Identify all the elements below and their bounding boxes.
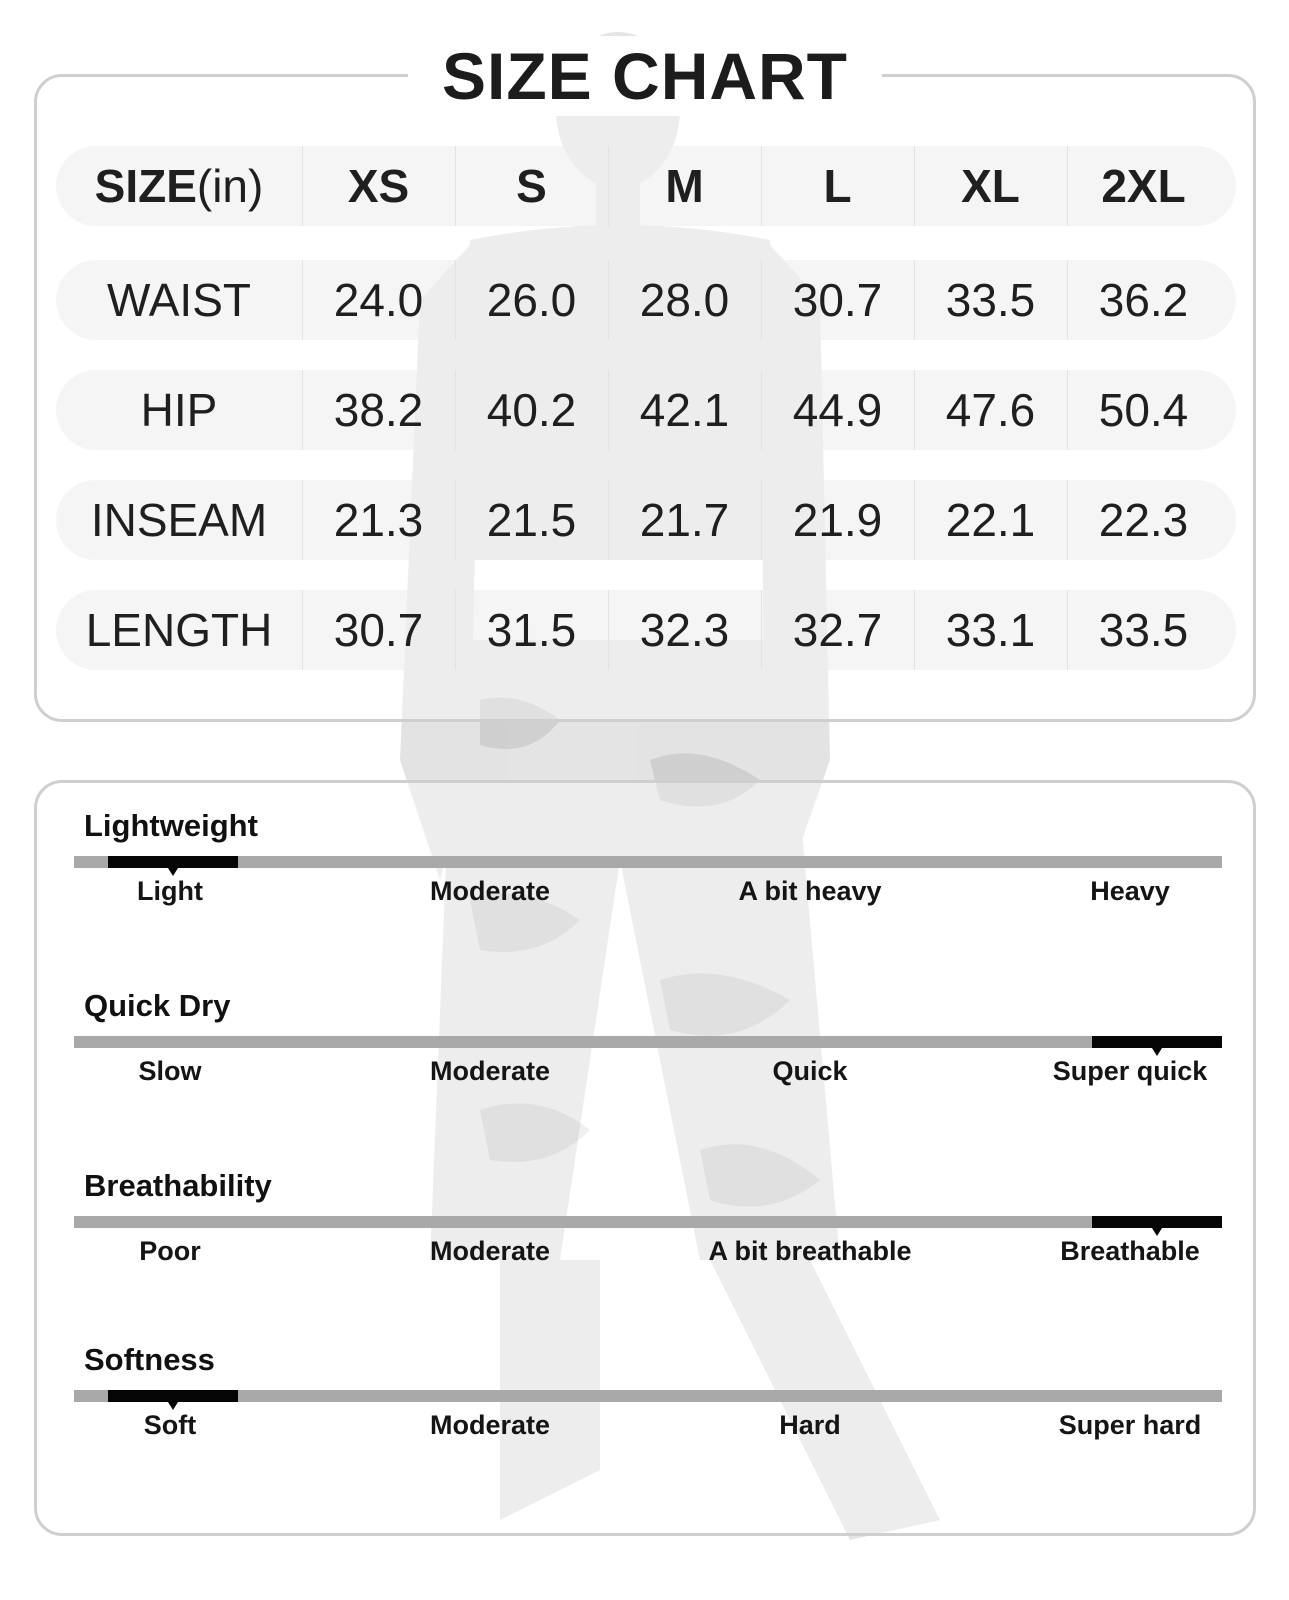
gauge-pointer-icon (168, 868, 178, 876)
level-label: Moderate (429, 1410, 551, 1440)
table-cell: 44.9 (761, 370, 914, 450)
table-cell: 21.5 (455, 480, 608, 560)
level-label: Moderate (429, 876, 551, 906)
row-label: HIP (140, 384, 218, 436)
table-cell: 22.3 (1067, 480, 1220, 560)
gauge-indicator (1092, 1216, 1222, 1228)
table-cell: 40.2 (455, 370, 608, 450)
row-label: INSEAM (90, 494, 268, 546)
level-label: Super hard (1058, 1410, 1202, 1440)
gauge-track (74, 1390, 1222, 1402)
page-title: SIZE CHART (408, 36, 882, 116)
level-label: A bit heavy (738, 876, 882, 906)
level-label: Heavy (1090, 876, 1170, 906)
gauge-title: Quick Dry (84, 988, 231, 1023)
level-label: Soft (143, 1410, 197, 1440)
table-cell: 32.3 (608, 590, 761, 670)
gauge-pointer-icon (168, 1402, 178, 1410)
row-label: WAIST (107, 274, 251, 326)
row-label: LENGTH (85, 604, 273, 656)
table-row-inseam (56, 480, 1236, 560)
header-size-m: M (608, 146, 761, 226)
table-cell: 30.7 (302, 590, 455, 670)
header-size-label: SIZE(in) (94, 160, 264, 212)
table-cell: 42.1 (608, 370, 761, 450)
table-cell: 38.2 (302, 370, 455, 450)
level-label: Light (137, 876, 203, 906)
level-label: Slow (138, 1056, 202, 1086)
table-cell: 32.7 (761, 590, 914, 670)
gauge-indicator (108, 856, 238, 868)
table-cell: 21.9 (761, 480, 914, 560)
header-size-xs: XS (302, 146, 455, 226)
table-cell: 26.0 (455, 260, 608, 340)
level-label: A bit breathable (708, 1236, 912, 1266)
table-cell: 36.2 (1067, 260, 1220, 340)
gauge-track (74, 1216, 1222, 1228)
table-cell: 22.1 (914, 480, 1067, 560)
gauge-pointer-icon (1152, 1228, 1162, 1236)
table-cell: 21.3 (302, 480, 455, 560)
table-cell: 28.0 (608, 260, 761, 340)
gauge-lightweight (74, 808, 1222, 938)
gauge-indicator (108, 1390, 238, 1402)
table-cell: 33.5 (914, 260, 1067, 340)
table-row-length (56, 590, 1236, 670)
table-cell: 30.7 (761, 260, 914, 340)
header-size-l: L (761, 146, 914, 226)
gauge-title: Breathability (84, 1168, 272, 1203)
table-cell: 24.0 (302, 260, 455, 340)
table-cell: 33.5 (1067, 590, 1220, 670)
gauge-title: Softness (84, 1342, 215, 1377)
level-label: Moderate (429, 1236, 551, 1266)
table-row-waist (56, 260, 1236, 340)
header-size-2xl: 2XL (1067, 146, 1220, 226)
table-cell: 21.7 (608, 480, 761, 560)
gauge-title: Lightweight (84, 808, 258, 843)
level-label: Quick (772, 1056, 848, 1086)
gauge-quick-dry (74, 988, 1222, 1118)
level-label: Hard (779, 1410, 841, 1440)
gauge-indicator (1092, 1036, 1222, 1048)
level-label: Poor (139, 1236, 201, 1266)
level-label: Super quick (1052, 1056, 1208, 1086)
gauge-pointer-icon (1152, 1048, 1162, 1056)
table-cell: 31.5 (455, 590, 608, 670)
level-label: Breathable (1060, 1236, 1200, 1266)
table-cell: 33.1 (914, 590, 1067, 670)
table-header-row (56, 146, 1236, 226)
header-size-s: S (455, 146, 608, 226)
table-row-hip (56, 370, 1236, 450)
level-label: Moderate (429, 1056, 551, 1086)
table-cell: 47.6 (914, 370, 1067, 450)
header-size-xl: XL (914, 146, 1067, 226)
table-cell: 50.4 (1067, 370, 1220, 450)
gauge-breathability (74, 1168, 1222, 1298)
gauge-track (74, 856, 1222, 868)
gauge-softness (74, 1342, 1222, 1472)
gauge-track (74, 1036, 1222, 1048)
